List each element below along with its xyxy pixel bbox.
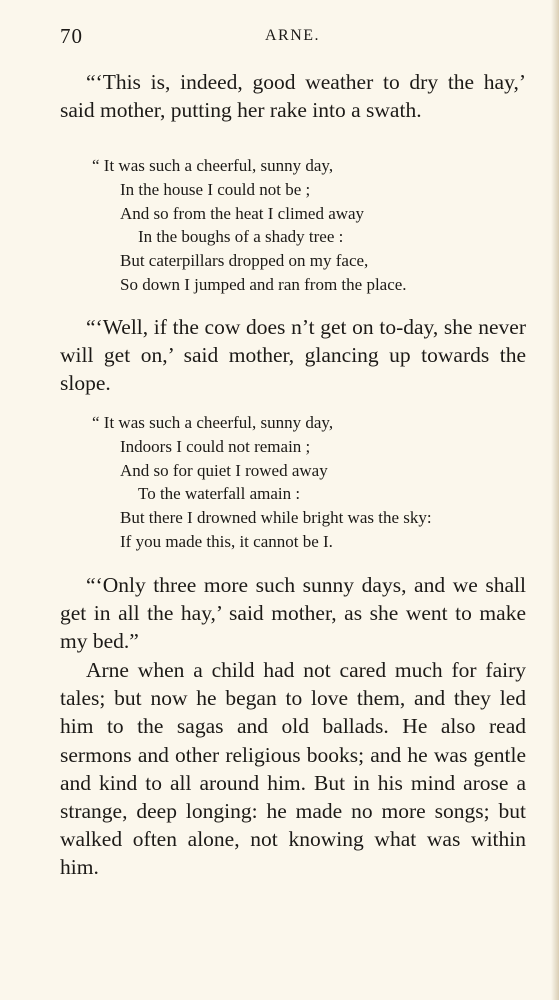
page-header <box>60 24 525 52</box>
paragraph: Arne when a child had not cared much for fairy tales; but now he began to love them, and they led him to the sagas and old ballads. He also read sermons and other religious books; and he was gentle and kind to all around him. But in his mind arose a strange, deep longing: he made no more songs; but walked often alone, not knowing what was within him. <box>60 658 526 880</box>
verse-line: In the boughs of a shady tree : <box>138 227 344 247</box>
paragraph: “‘Only three more such sunny days, and we shall get in all the hay,’ said mother, as she went to make my bed.” <box>60 573 526 654</box>
verse-line: If you made this, it cannot be I. <box>120 531 333 551</box>
verse-line: To the waterfall amain : <box>138 484 301 504</box>
paragraph-2-block <box>60 313 526 398</box>
verse-stanza-2 <box>60 411 526 554</box>
page-edge-shadow <box>551 0 559 1000</box>
page-number: 70 <box>60 24 83 48</box>
verse-line: And so from the heat I climed away <box>120 203 365 223</box>
verse-line: “ It was such a cheerful, sunny day, <box>92 156 334 175</box>
paragraph: “‘This is, indeed, good weather to dry the hay,’ said mother, putting her rake into a swath. <box>60 70 526 123</box>
paragraph-1-block <box>60 68 526 124</box>
verse-line: So down I jumped and ran from the place. <box>120 274 407 294</box>
paragraph-4-block <box>60 656 526 882</box>
verse-line: But there I drowned while bright was the sky: <box>120 508 432 528</box>
verse-line: Indoors I could not remain ; <box>120 436 311 456</box>
paragraph: “‘Well, if the cow does n’t get on to-day, she never will get on,’ said mother, glancing up towards the slope. <box>60 315 526 396</box>
verse-line: But caterpillars dropped on my face, <box>120 251 369 271</box>
paragraph-3-block <box>60 571 526 656</box>
verse-line: “ It was such a cheerful, sunny day, <box>92 413 334 432</box>
verse-line: And so for quiet I rowed away <box>120 460 328 480</box>
verse-line: In the house I could not be ; <box>120 179 311 199</box>
running-title: ARNE. <box>264 27 321 44</box>
verse-stanza-1 <box>60 154 526 297</box>
